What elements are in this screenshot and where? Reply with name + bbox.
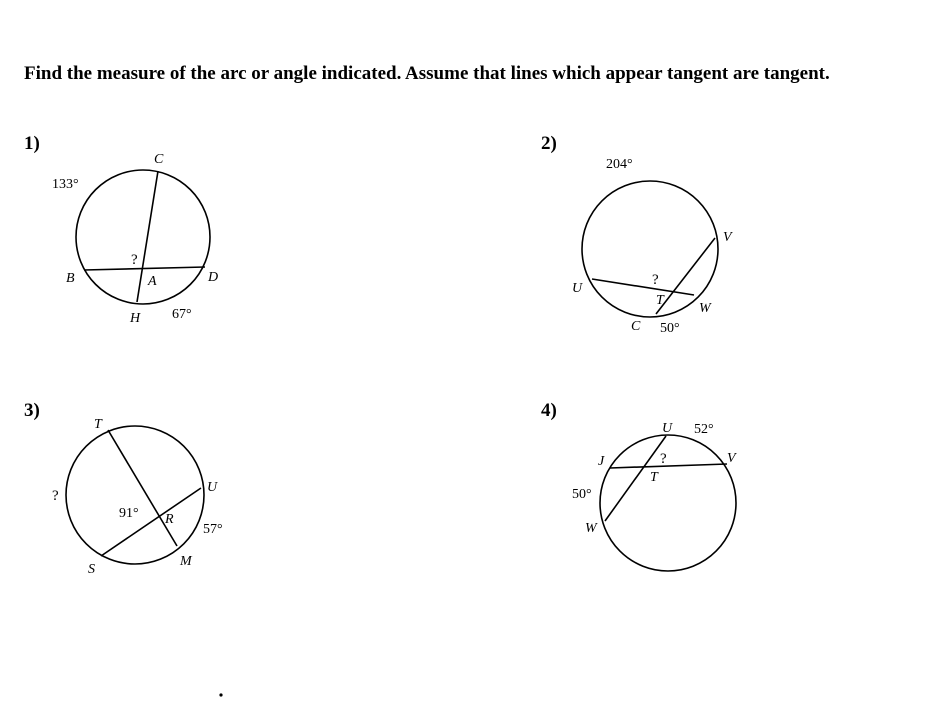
problem-3-circle: [66, 426, 204, 564]
problem-4-number: 4): [541, 400, 557, 421]
problem-4-chord-jv: [610, 464, 727, 468]
instructions: Find the measure of the arc or angle indicated. Assume that lines which appear tangent are tangent.: [24, 63, 830, 84]
problem-1-chord-bd: [84, 267, 205, 270]
problem-3-point-r: R: [165, 512, 174, 527]
problem-1-circle: [76, 170, 210, 304]
problem-4-point-t: T: [650, 470, 658, 485]
problem-2-point-t: T: [656, 293, 664, 308]
problem-2-point-w: W: [699, 301, 711, 316]
problem-4-point-v: V: [727, 451, 736, 466]
problem-4-unknown: ?: [660, 451, 667, 467]
problem-1-unknown: ?: [131, 252, 138, 268]
problem-4-circle: [600, 435, 736, 571]
problem-2-number: 2): [541, 133, 557, 154]
problem-2-point-u: U: [572, 281, 583, 296]
problem-2-arc-cw-measure: 50°: [660, 321, 680, 336]
problem-3-figure: [66, 426, 204, 564]
problem-2-circle: [582, 181, 718, 317]
problem-1-point-b: B: [66, 271, 75, 286]
problem-3-number: 3): [24, 400, 40, 421]
problem-3-point-m: M: [180, 554, 192, 569]
problem-1-arc-hd-measure: 67°: [172, 307, 192, 322]
problem-4-point-u: U: [662, 421, 673, 436]
problem-4-arc-jw-measure: 50°: [572, 487, 592, 502]
problem-4-point-j: J: [598, 454, 605, 469]
problem-2-arc-uv-measure: 204°: [606, 157, 633, 172]
problem-1-arc-bc-measure: 133°: [52, 177, 79, 192]
problem-3-arc-ts-measure: 91°: [119, 506, 139, 521]
problem-3-arc-um-measure: 57°: [203, 522, 223, 537]
problem-4-arc-uv-measure: 52°: [694, 422, 714, 437]
problem-1-figure: [76, 170, 210, 304]
problem-1-point-d: D: [208, 270, 219, 285]
problem-1-point-h: H: [130, 311, 141, 326]
problem-2-unknown: ?: [652, 272, 659, 288]
problem-2-chord-uw: [592, 279, 694, 295]
problem-2-point-v: V: [723, 230, 732, 245]
problem-2-point-c: C: [631, 319, 641, 334]
problem-1-point-a: A: [148, 274, 157, 289]
problem-1-number: 1): [24, 133, 40, 154]
problem-3-point-u: U: [207, 480, 218, 495]
problem-3-chord-us: [101, 488, 201, 556]
stray-dot-mark: [219, 693, 222, 696]
problem-3-point-t: T: [94, 417, 102, 432]
problem-4-figure: [600, 435, 736, 571]
problem-2-figure: [582, 181, 718, 317]
problem-1-point-c: C: [154, 152, 164, 167]
problem-3-unknown: ?: [52, 488, 59, 504]
problem-3-point-s: S: [88, 562, 95, 577]
problem-4-point-w: W: [585, 521, 597, 536]
